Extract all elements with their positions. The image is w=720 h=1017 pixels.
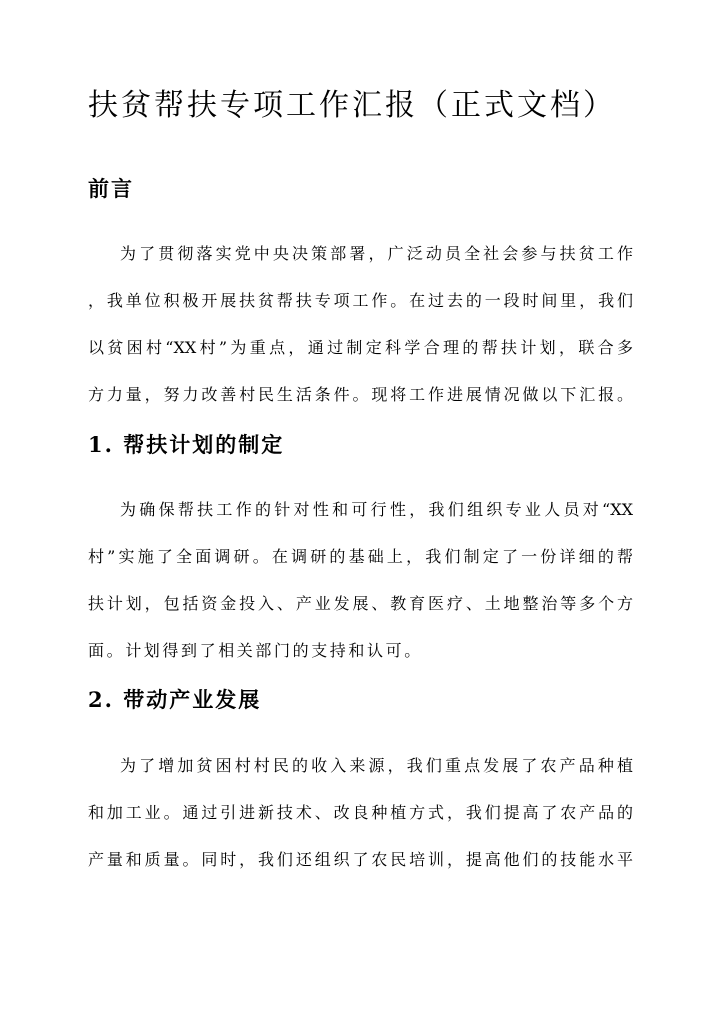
document-title: 扶贫帮扶专项工作汇报（正式文档） [88, 88, 616, 123]
paragraph-line: 方力量，努力改善村民生活条件。现将工作进展情况做以下汇报。 [88, 385, 633, 404]
paragraph-line: 为确保帮扶工作的针对性和可行性，我们组织专业人员对“XX [120, 500, 633, 519]
paragraph-line: 扶计划，包括资金投入、产业发展、教育医疗、土地整治等多个方 [88, 594, 633, 613]
section-heading-plan: 1. 帮扶计划的制定 [88, 432, 285, 457]
paragraph-line: 产量和质量。同时，我们还组织了农民培训，提高他们的技能水平 [88, 850, 633, 869]
paragraph-line: 为了增加贫困村村民的收入来源，我们重点发展了农产品种植 [120, 756, 633, 775]
paragraph-line: 以贫困村“XX村”为重点，通过制定科学合理的帮扶计划，联合多 [88, 338, 633, 357]
paragraph-line: 村”实施了全面调研。在调研的基础上，我们制定了一份详细的帮 [88, 547, 633, 566]
plan-paragraph [88, 486, 633, 674]
paragraph-line: 面。计划得到了相关部门的支持和认可。 [88, 641, 423, 660]
section-heading-industry: 2. 带动产业发展 [88, 687, 262, 712]
paragraph-line: 和加工业。通过引进新技术、改良种植方式，我们提高了农产品的 [88, 803, 633, 822]
preface-paragraph [88, 230, 633, 418]
industry-paragraph [88, 742, 633, 883]
paragraph-line: ，我单位积极开展扶贫帮扶专项工作。在过去的一段时间里，我们 [88, 291, 633, 310]
section-heading-preface: 前言 [88, 176, 134, 201]
paragraph-line: 为了贯彻落实党中央决策部署，广泛动员全社会参与扶贫工作 [120, 244, 633, 263]
